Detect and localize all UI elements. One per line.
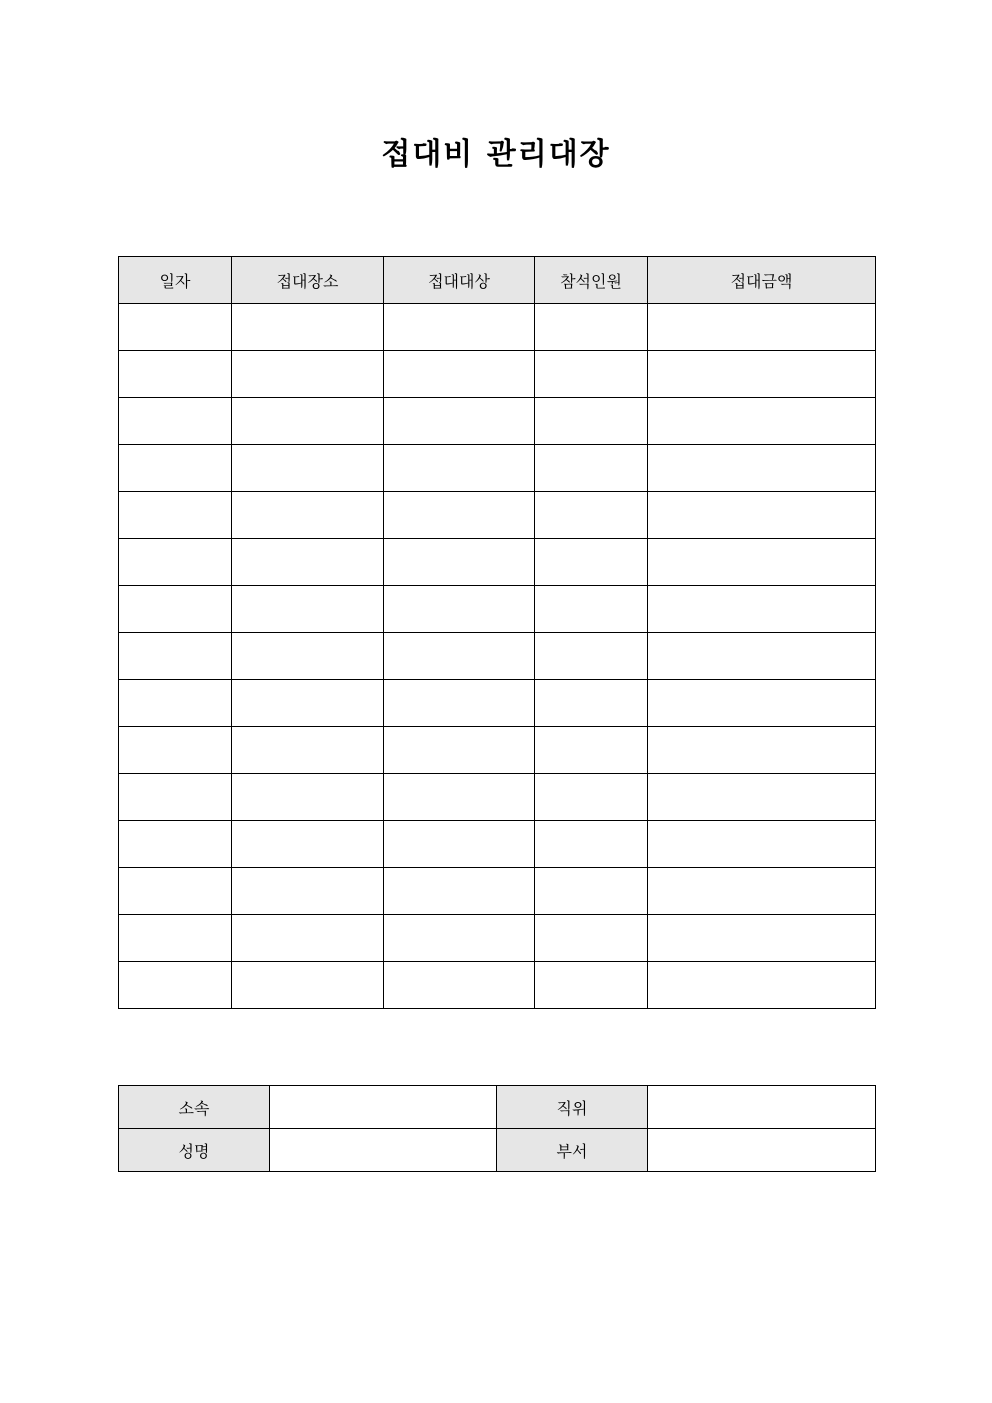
signer-info-table	[118, 1085, 876, 1172]
guest-cell[interactable]	[384, 586, 535, 633]
amount-cell[interactable]	[648, 539, 876, 586]
amount-cell[interactable]	[648, 492, 876, 539]
guest-cell[interactable]	[384, 774, 535, 821]
name-field[interactable]	[270, 1129, 497, 1172]
column-header-amount: 접대금액	[648, 257, 876, 304]
venue-cell[interactable]	[232, 492, 384, 539]
venue-cell[interactable]	[232, 727, 384, 774]
attendees-cell[interactable]	[535, 915, 648, 962]
guest-cell[interactable]	[384, 727, 535, 774]
venue-cell[interactable]	[232, 398, 384, 445]
amount-cell[interactable]	[648, 774, 876, 821]
amount-cell[interactable]	[648, 821, 876, 868]
venue-cell[interactable]	[232, 445, 384, 492]
amount-cell[interactable]	[648, 398, 876, 445]
date-cell[interactable]	[119, 304, 232, 351]
table-row	[119, 586, 876, 633]
column-header-date: 일자	[119, 257, 232, 304]
date-cell[interactable]	[119, 351, 232, 398]
table-row	[119, 633, 876, 680]
amount-cell[interactable]	[648, 633, 876, 680]
affiliation-label: 소속	[119, 1086, 270, 1129]
table-row	[119, 445, 876, 492]
table-row	[119, 680, 876, 727]
attendees-cell[interactable]	[535, 727, 648, 774]
department-label: 부서	[497, 1129, 648, 1172]
date-cell[interactable]	[119, 962, 232, 1009]
attendees-cell[interactable]	[535, 868, 648, 915]
table-row	[119, 821, 876, 868]
attendees-cell[interactable]	[535, 962, 648, 1009]
attendees-cell[interactable]	[535, 539, 648, 586]
date-cell[interactable]	[119, 492, 232, 539]
attendees-cell[interactable]	[535, 445, 648, 492]
date-cell[interactable]	[119, 915, 232, 962]
amount-cell[interactable]	[648, 680, 876, 727]
venue-cell[interactable]	[232, 633, 384, 680]
table-row	[119, 962, 876, 1009]
guest-cell[interactable]	[384, 492, 535, 539]
attendees-cell[interactable]	[535, 680, 648, 727]
date-cell[interactable]	[119, 586, 232, 633]
venue-cell[interactable]	[232, 774, 384, 821]
guest-cell[interactable]	[384, 633, 535, 680]
table-row	[119, 492, 876, 539]
attendees-cell[interactable]	[535, 351, 648, 398]
guest-cell[interactable]	[384, 445, 535, 492]
amount-cell[interactable]	[648, 351, 876, 398]
guest-cell[interactable]	[384, 539, 535, 586]
amount-cell[interactable]	[648, 304, 876, 351]
venue-cell[interactable]	[232, 868, 384, 915]
attendees-cell[interactable]	[535, 492, 648, 539]
table-row	[119, 774, 876, 821]
attendees-cell[interactable]	[535, 821, 648, 868]
position-label: 직위	[497, 1086, 648, 1129]
venue-cell[interactable]	[232, 304, 384, 351]
amount-cell[interactable]	[648, 586, 876, 633]
attendees-cell[interactable]	[535, 586, 648, 633]
attendees-cell[interactable]	[535, 774, 648, 821]
guest-cell[interactable]	[384, 304, 535, 351]
date-cell[interactable]	[119, 633, 232, 680]
column-header-attendees: 참석인원	[535, 257, 648, 304]
name-label: 성명	[119, 1129, 270, 1172]
venue-cell[interactable]	[232, 962, 384, 1009]
amount-cell[interactable]	[648, 445, 876, 492]
table-row	[119, 727, 876, 774]
column-header-guest: 접대대상	[384, 257, 535, 304]
venue-cell[interactable]	[232, 821, 384, 868]
table-row	[119, 398, 876, 445]
signer-info-row	[119, 1086, 876, 1129]
guest-cell[interactable]	[384, 680, 535, 727]
column-header-venue: 접대장소	[232, 257, 384, 304]
amount-cell[interactable]	[648, 868, 876, 915]
attendees-cell[interactable]	[535, 398, 648, 445]
affiliation-field[interactable]	[270, 1086, 497, 1129]
table-row	[119, 304, 876, 351]
venue-cell[interactable]	[232, 351, 384, 398]
date-cell[interactable]	[119, 727, 232, 774]
guest-cell[interactable]	[384, 868, 535, 915]
date-cell[interactable]	[119, 445, 232, 492]
signer-info-row	[119, 1129, 876, 1172]
guest-cell[interactable]	[384, 915, 535, 962]
table-row	[119, 351, 876, 398]
venue-cell[interactable]	[232, 680, 384, 727]
attendees-cell[interactable]	[535, 633, 648, 680]
attendees-cell[interactable]	[535, 304, 648, 351]
amount-cell[interactable]	[648, 962, 876, 1009]
date-cell[interactable]	[119, 774, 232, 821]
guest-cell[interactable]	[384, 351, 535, 398]
ledger-body	[119, 304, 876, 1009]
date-cell[interactable]	[119, 398, 232, 445]
table-row	[119, 539, 876, 586]
guest-cell[interactable]	[384, 962, 535, 1009]
date-cell[interactable]	[119, 539, 232, 586]
amount-cell[interactable]	[648, 915, 876, 962]
amount-cell[interactable]	[648, 727, 876, 774]
department-field[interactable]	[648, 1129, 876, 1172]
guest-cell[interactable]	[384, 398, 535, 445]
position-field[interactable]	[648, 1086, 876, 1129]
venue-cell[interactable]	[232, 915, 384, 962]
date-cell[interactable]	[119, 868, 232, 915]
date-cell[interactable]	[119, 680, 232, 727]
document-title: 접대비 관리대장	[381, 137, 611, 172]
ledger-header-row	[119, 257, 876, 304]
date-cell[interactable]	[119, 821, 232, 868]
table-row	[119, 915, 876, 962]
venue-cell[interactable]	[232, 539, 384, 586]
venue-cell[interactable]	[232, 586, 384, 633]
guest-cell[interactable]	[384, 821, 535, 868]
table-row	[119, 868, 876, 915]
expense-ledger-table	[118, 256, 876, 1009]
